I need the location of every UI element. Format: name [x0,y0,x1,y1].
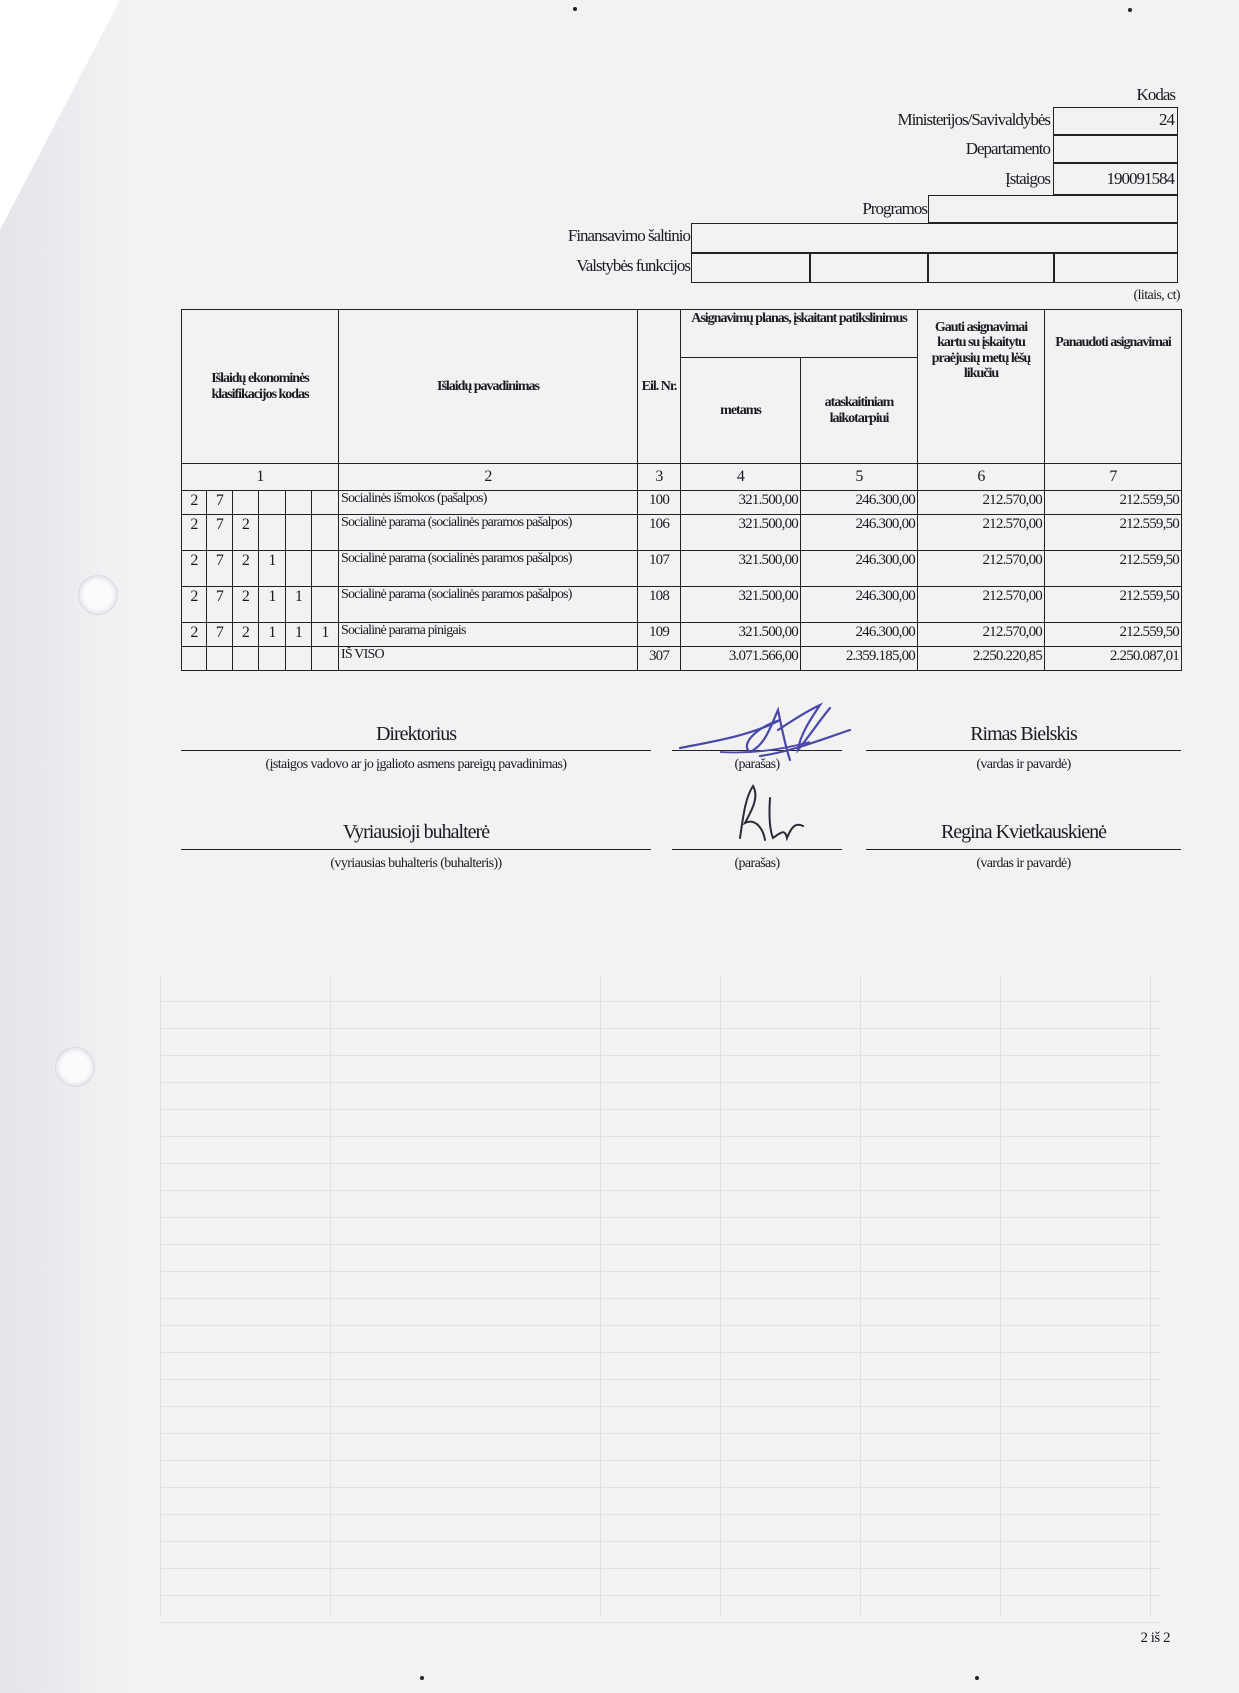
row-number: 108 [638,587,681,623]
code-digit [207,647,233,671]
plan-year-total: 3.071.566,00 [681,647,801,671]
plan-period-value: 246.300,00 [801,551,918,587]
code-digit [259,515,286,551]
used-value: 212.559,50 [1045,587,1182,623]
received-value: 212.570,00 [918,623,1045,647]
header-code: Išlaidų ekonominės klasifikacijos kodas [182,310,339,464]
plan-period-value: 246.300,00 [801,515,918,551]
used-value: 212.559,50 [1045,515,1182,551]
program-code-field [928,195,1178,223]
code-digit: 7 [207,515,233,551]
director-signature [660,690,860,780]
signature-line [866,849,1181,850]
accountant-name-caption: (vardas ir pavardė) [976,856,1071,871]
expense-name: Socialinė parama (socialinės paramos pašalpos) [339,515,638,551]
units-note: (litais, ct) [1133,288,1180,303]
code-digit [312,491,339,515]
used-value: 212.559,50 [1045,491,1182,515]
code-digit: 2 [182,587,207,623]
used-value: 212.559,50 [1045,551,1182,587]
code-digit: 1 [259,551,286,587]
institution-label: Įstaigos [1005,169,1050,188]
state-function-field-2 [810,253,928,283]
header-received: Gauti asignavimai kartu su įskaitytu praėjusių metų lėšų likučiu [918,310,1045,464]
code-digit [312,551,339,587]
code-digit [259,491,286,515]
plan-period-value: 246.300,00 [801,623,918,647]
code-digit [312,647,339,671]
header-year: metams [681,358,801,464]
row-number: 100 [638,491,681,515]
code-digit: 1 [259,587,286,623]
code-digit [286,551,312,587]
table-row [182,551,1182,587]
expense-name: Socialinė parama (socialinės paramos pašalpos) [339,551,638,587]
received-value: 212.570,00 [918,551,1045,587]
used-value: 212.559,50 [1045,623,1182,647]
plan-period-value: 246.300,00 [801,587,918,623]
used-total: 2.250.087,01 [1045,647,1182,671]
code-digit [182,647,207,671]
index-cell: 5 [801,464,918,491]
code-digit: 1 [286,587,312,623]
code-digit: 2 [182,623,207,647]
code-digit [286,515,312,551]
code-digit: 7 [207,551,233,587]
index-cell: 3 [638,464,681,491]
table-row [182,587,1182,623]
institution-code-field: 190091584 [1053,163,1178,195]
received-value: 212.570,00 [918,491,1045,515]
code-digit: 7 [207,623,233,647]
index-cell: 1 [182,464,339,491]
plan-year-value: 321.500,00 [681,491,801,515]
expenditure-table [181,309,1182,671]
scan-mark [975,1676,979,1680]
state-function-field-1 [691,253,810,283]
director-signature-caption: (parašas) [734,757,780,772]
code-digit [286,647,312,671]
accountant-signature-caption: (parašas) [734,856,780,871]
total-row [182,647,1182,671]
code-digit: 2 [182,515,207,551]
index-cell: 6 [918,464,1045,491]
state-function-field-3 [928,253,1054,283]
page-number: 2 iš 2 [1140,1630,1170,1646]
code-digit [312,587,339,623]
row-number: 307 [638,647,681,671]
expense-name: Socialinė parama (socialinės paramos pašalpos) [339,587,638,623]
plan-year-value: 321.500,00 [681,623,801,647]
ministry-code-field: 24 [1053,107,1178,135]
code-digit: 2 [233,587,259,623]
state-function-label: Valstybės funkcijos [576,256,690,275]
plan-year-value: 321.500,00 [681,515,801,551]
code-digit: 2 [182,491,207,515]
plan-period-total: 2.359.185,00 [801,647,918,671]
table-row [182,623,1182,647]
code-digit: 7 [207,491,233,515]
code-digit [233,647,259,671]
index-cell: 2 [339,464,638,491]
signature-line [672,849,842,850]
index-cell: 7 [1045,464,1182,491]
director-name-caption: (vardas ir pavardė) [976,757,1071,772]
kodas-label: Kodas [1136,85,1175,104]
column-index-row [182,464,1182,491]
director-name: Rimas Bielskis [970,723,1077,745]
signature-line [866,750,1181,751]
code-digit: 2 [182,551,207,587]
signature-line [181,750,651,751]
accountant-position-caption: (vyriausias buhalteris (buhalteris)) [330,856,502,871]
funding-source-label: Finansavimo šaltinio [567,226,690,245]
received-value: 212.570,00 [918,515,1045,551]
received-total: 2.250.220,85 [918,647,1045,671]
plan-year-value: 321.500,00 [681,587,801,623]
expense-name: Socialinė parama pinigais [339,623,638,647]
program-label: Programos [862,199,927,218]
scan-mark [420,1676,424,1680]
total-label: IŠ VISO [339,647,638,671]
row-number: 106 [638,515,681,551]
code-digit: 7 [207,587,233,623]
header-period: ataskaitiniam laikotarpiui [801,358,918,464]
header-nr: Eil. Nr. [638,310,681,464]
header-name: Išlaidų pavadinimas [339,310,638,464]
table-row [182,491,1182,515]
plan-year-value: 321.500,00 [681,551,801,587]
code-digit: 1 [286,623,312,647]
received-value: 212.570,00 [918,587,1045,623]
header-used: Panaudoti asignavimai [1045,310,1182,464]
table-row [182,515,1182,551]
state-function-field-4 [1054,253,1178,283]
accountant-signature [725,778,825,848]
code-digit: 1 [259,623,286,647]
code-digit: 2 [233,515,259,551]
row-number: 109 [638,623,681,647]
code-digit [312,515,339,551]
department-label: Departamento [965,139,1050,158]
accountant-position: Vyriausioji buhalterė [342,821,490,843]
funding-source-field [691,223,1178,253]
director-position: Direktorius [375,723,457,745]
code-digit [259,647,286,671]
code-digit: 2 [233,551,259,587]
scan-mark [1128,8,1132,12]
ministry-label: Ministerijos/Savivaldybės [897,110,1050,129]
accountant-name: Regina Kvietkauskienė [940,821,1107,843]
plan-period-value: 246.300,00 [801,491,918,515]
scan-mark [573,7,577,11]
department-code-field [1053,135,1178,163]
code-digit [233,491,259,515]
row-number: 107 [638,551,681,587]
code-digit [286,491,312,515]
expense-name: Socialinės išmokos (pašalpos) [339,491,638,515]
director-position-caption: (įstaigos vadovo ar jo įgalioto asmens pareigų pavadinimas) [265,757,567,772]
code-digit: 2 [233,623,259,647]
index-cell: 4 [681,464,801,491]
header-plan-group: Asignavimų planas, įskaitant patikslinimus [681,310,918,358]
signature-line [181,849,651,850]
code-digit: 1 [312,623,339,647]
